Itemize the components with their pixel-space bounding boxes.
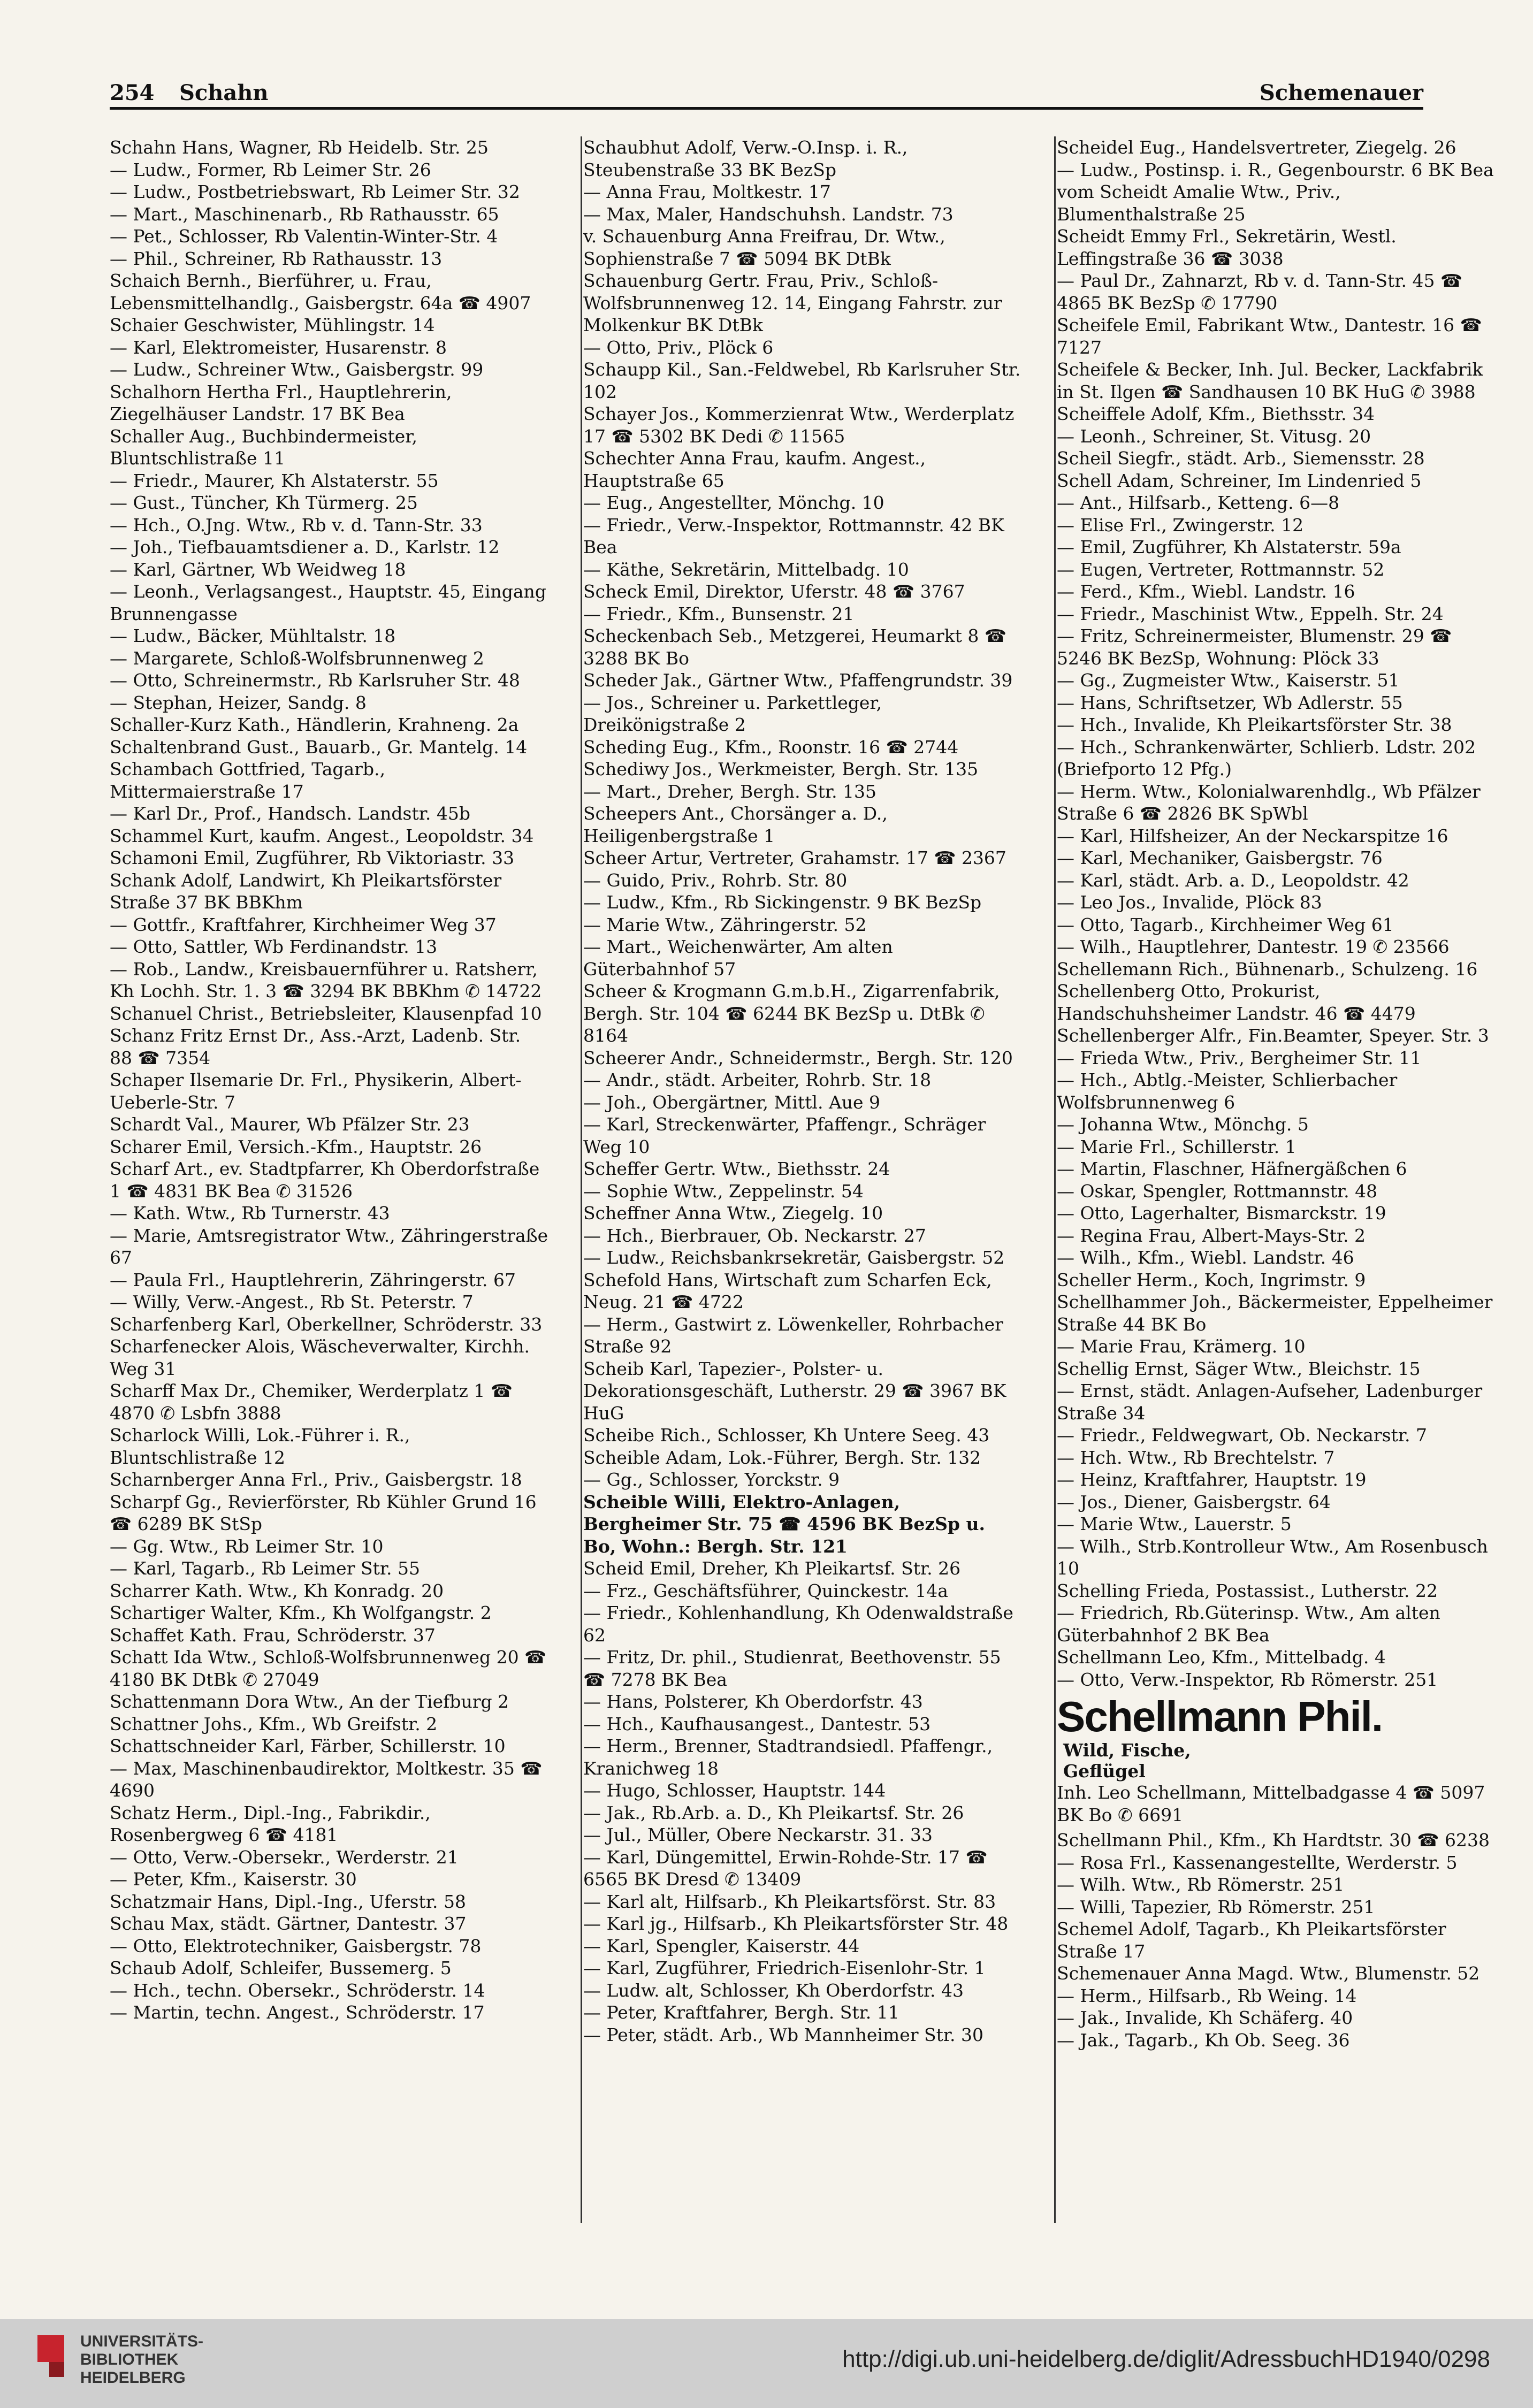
directory-entry: — Guido, Priv., Rohrb. Str. 80 [583,869,848,891]
footer-bar [0,2319,1533,2408]
directory-entry: Schaier Geschwister, Mühlingstr. 14 [110,315,435,335]
directory-entry: — Fritz, Dr. phil., Studienrat, Beethovenstr. 55 ☎ 7278 BK Bea [583,1647,1007,1690]
directory-entry: Scharnberger Anna Frl., Priv., Gaisbergstr. 18 [110,1469,522,1490]
directory-entry: — Otto, Lagerhalter, Bismarckstr. 19 [1057,1203,1386,1224]
directory-entry: — Eug., Angestellter, Mönchg. 10 [583,492,884,513]
directory-entry: — Leonh., Verlagsangest., Hauptstr. 45, Eingang Brunnengasse [110,581,552,624]
directory-entry: — Joh., Tiefbauamtsdiener a. D., Karlstr. 12 [110,537,500,557]
directory-entry: — Heinz, Kraftfahrer, Hauptstr. 19 [1057,1469,1367,1490]
directory-entry: — Marie Frl., Schillerstr. 1 [1057,1136,1296,1157]
header-rule [110,107,1423,110]
directory-entry: — Herm., Gastwirt z. Löwenkeller, Rohrbacher Straße 92 [583,1313,1009,1357]
directory-entry: — Willy, Verw.-Angest., Rb St. Peterstr. 7 [110,1291,474,1312]
directory-entry: — Max, Maler, Handschuhsh. Landstr. 73 [583,203,954,225]
directory-entry: — Karl alt, Hilfsarb., Kh Pleikartsförst. Str. 83 [583,1891,996,1912]
advertisement [1057,1694,1496,1826]
directory-entry: — Peter, Kraftfahrer, Bergh. Str. 11 [583,2002,899,2023]
directory-entry: — Gust., Tüncher, Kh Türmerg. 25 [110,492,418,513]
directory-entry: — Marie Frau, Krämerg. 10 [1057,1336,1306,1357]
directory-entry: — Rosa Frl., Kassenangestellte, Werderstr. 5 [1057,1852,1458,1873]
directory-entry: — Käthe, Sekretärin, Mittelbadg. 10 [583,559,909,580]
directory-entry: — Jul., Müller, Obere Neckarstr. 31. 33 [583,1824,933,1845]
directory-entry: — Ferd., Kfm., Wiebl. Landstr. 16 [1057,581,1355,602]
directory-entry: — Friedrich, Rb.Güterinsp. Wtw., Am alten Güterbahnhof 2 BK Bea [1057,1602,1446,1646]
directory-entry: Schattschneider Karl, Färber, Schillerstr. 10 [110,1736,506,1756]
directory-entry: — Herm. Wtw., Kolonialwarenhdlg., Wb Pfälzer Straße 6 ☎ 2826 BK SpWbl [1057,781,1486,824]
directory-entry: — Joh., Obergärtner, Mittl. Aue 9 [583,1091,881,1113]
directory-entry: — Frieda Wtw., Priv., Bergheimer Str. 11 [1057,1047,1422,1068]
directory-entry: — Ludw., Reichsbankrsekretär, Gaisbergstr. 52 [583,1247,1005,1268]
directory-entry: — Phil., Schreiner, Rb Rathausstr. 13 [110,248,443,269]
ad-tagline: Geflügel [1063,1761,1146,1782]
directory-entry: Schemenauer Anna Magd. Wtw., Blumenstr. 52 [1057,1963,1480,1984]
directory-entry: — Leo Jos., Invalide, Plöck 83 [1057,892,1322,913]
directory-entry: Scharfenberg Karl, Oberkellner, Schröderstr. 33 [110,1313,543,1335]
directory-entry: — Regina Frau, Albert-Mays-Str. 2 [1057,1225,1366,1246]
directory-entry: Schardt Val., Maurer, Wb Pfälzer Str. 23 [110,1114,470,1135]
column-1 [110,136,554,2319]
directory-entry: Scheifele Emil, Fabrikant Wtw., Dantestr. 16 ☎ 7127 [1057,315,1488,358]
directory-entry: — Gg., Schlosser, Yorckstr. 9 [583,1469,840,1490]
directory-entry: Schell Adam, Schreiner, Im Lindenried 5 [1057,470,1422,491]
directory-entry: — Gg. Wtw., Rb Leimer Str. 10 [110,1535,384,1557]
directory-entry: — Karl, Tagarb., Rb Leimer Str. 55 [110,1558,420,1579]
directory-entry: Scheiffele Adolf, Kfm., Biethsstr. 34 [1057,403,1375,424]
directory-entry: Schanuel Christ., Betriebsleiter, Klausenpfad 10 [110,1003,542,1024]
directory-entry: — Ludw., Bäcker, Mühltalstr. 18 [110,625,396,646]
directory-entry: — Hch., O.Jng. Wtw., Rb v. d. Tann-Str. 33 [110,514,483,536]
directory-entry: Schaffet Kath. Frau, Schröderstr. 37 [110,1624,436,1646]
column-2 [583,136,1026,2319]
directory-entry: Schank Adolf, Landwirt, Kh Pleikartsförster Straße 37 BK BBKhm [110,869,507,913]
page-number: 254 [110,80,155,105]
directory-entry: Schaub Adolf, Schleifer, Bussemerg. 5 [110,1958,452,1978]
directory-entry: — Otto, Elektrotechniker, Gaisbergstr. 78 [110,1935,482,1956]
directory-entry: — Mart., Weichenwärter, Am alten Güterbahnhof 57 [583,936,899,980]
directory-entry: — Friedr., Maschinist Wtw., Eppelh. Str. 24 [1057,603,1444,624]
directory-entry: Schattner Johs., Kfm., Wb Greifstr. 2 [110,1713,438,1734]
source-url[interactable]: http://digi.ub.uni-heidelberg.de/diglit/AdressbuchHD1940/0298 [842,2346,1490,2372]
directory-entry: — Hch., techn. Obersekr., Schröderstr. 14 [110,1979,485,2001]
directory-entry: — Friedr., Feldwegwart, Ob. Neckarstr. 7 [1057,1425,1427,1446]
directory-entry: — Otto, Priv., Plöck 6 [583,337,774,358]
directory-entry: Schellenberger Alfr., Fin.Beamter, Speyer. Str. 3 [1057,1025,1489,1046]
directory-entry: Schau Max, städt. Gärtner, Dantestr. 37 [110,1913,467,1934]
directory-entry: — Otto, Schreinermstr., Rb Karlsruher Str. 48 [110,670,520,691]
directory-entry: vom Scheidt Amalie Wtw., Priv., Blumenthalstraße 25 [1057,181,1347,225]
directory-entry: Schauenburg Gertr. Frau, Priv., Schloß-Wolfsbrunnenweg 12. 14, Eingang Fahrstr. zur Molkenkur BK DtBk [583,270,1008,335]
directory-entry: — Friedr., Maurer, Kh Alstaterstr. 55 [110,470,439,491]
directory-entry: — Max, Maschinenbaudirektor, Moltkestr. 35 ☎ 4690 [110,1757,548,1801]
directory-entry: — Paula Frl., Hauptlehrerin, Zähringerstr. 67 [110,1269,516,1290]
directory-entry: Schellemann Rich., Bühnenarb., Schulzeng. 16 [1057,958,1478,980]
directory-entry: Schemel Adolf, Tagarb., Kh Pleikartsförster Straße 17 [1057,1918,1452,1962]
right-running-head: Schemenauer [1259,80,1423,105]
directory-entry: — Friedr., Kohlenhandlung, Kh Odenwaldstraße 62 [583,1602,1019,1646]
directory-entry: — Ant., Hilfsarb., Ketteng. 6—8 [1057,492,1340,513]
page-header [110,80,1423,118]
directory-entry: Scheidt Emmy Frl., Sekretärin, Westl. Leffingstraße 36 ☎ 3038 [1057,226,1402,269]
directory-entry: Scharer Emil, Versich.-Kfm., Hauptstr. 26 [110,1136,482,1157]
library-logo-accent-icon [49,2362,64,2377]
directory-entry: — Pet., Schlosser, Rb Valentin-Winter-Str. 4 [110,226,498,247]
library-logo-icon [37,2335,64,2362]
directory-entry: — Eugen, Vertreter, Rottmannstr. 52 [1057,559,1385,580]
column-3 [1057,136,1496,2319]
directory-entry: — Karl, Streckenwärter, Pfaffengr., Schräger Weg 10 [583,1114,992,1157]
directory-entry: Scheffner Anna Wtw., Ziegelg. 10 [583,1203,883,1224]
ad-taglines [1063,1740,1191,1782]
directory-entry: — Otto, Verw.-Obersekr., Werderstr. 21 [110,1846,459,1868]
directory-entry: — Rob., Landw., Kreisbauernführer u. Ratsherr, Kh Lochh. Str. 1. 3 ☎ 3294 BK BBKhm ✆ 14722 [110,958,544,1002]
directory-entry: Scharlock Willi, Lok.-Führer i. R., Bluntschlistraße 12 [110,1425,416,1468]
library-name-line: BIBLIOTHEK [80,2351,179,2368]
ad-detail: Inh. Leo Schellmann, Mittelbadgasse 4 ☎ 5097 BK Bo ✆ 6691 [1057,1782,1491,1825]
library-name [80,2333,203,2387]
directory-entry: Schartiger Walter, Kfm., Kh Wolfgangstr. 2 [110,1602,492,1623]
directory-entry: — Paul Dr., Zahnarzt, Rb v. d. Tann-Str. 45 ☎ 4865 BK BezSp ✆ 17790 [1057,270,1468,314]
directory-entry: Scheer & Krogmann G.m.b.H., Zigarrenfabrik, Bergh. Str. 104 ☎ 6244 BK BezSp u. DtBk ✆ 8164 [583,981,1006,1046]
directory-entry: — Gg., Zugmeister Wtw., Kaiserstr. 51 [1057,670,1400,691]
directory-entry: — Andr., städt. Arbeiter, Rohrb. Str. 18 [583,1069,932,1090]
directory-entry: Schellmann Phil., Kfm., Kh Hardtstr. 30 ☎ 6238 [1057,1830,1490,1851]
directory-entry: — Ernst, städt. Anlagen-Aufseher, Ladenburger Straße 34 [1057,1380,1488,1424]
directory-entry: — Jak., Rb.Arb. a. D., Kh Pleikartsf. Str. 26 [583,1802,964,1823]
directory-entry: Schayer Jos., Kommerzienrat Wtw., Werderplatz 17 ☎ 5302 BK Dedi ✆ 11565 [583,403,1020,447]
directory-entry: — Oskar, Spengler, Rottmannstr. 48 [1057,1180,1378,1202]
directory-entry: — Hch., Bierbrauer, Ob. Neckarstr. 27 [583,1225,926,1246]
directory-entry: — Karl, Elektromeister, Husarenstr. 8 [110,337,447,358]
directory-entry: — Friedr., Kfm., Bunsenstr. 21 [583,603,855,624]
directory-entry: Scheer Artur, Vertreter, Grahamstr. 17 ☎ 2367 [583,847,1006,868]
directory-entry: Schamoni Emil, Zugführer, Rb Viktoriastr. 33 [110,847,515,868]
directory-entry: Scharfenecker Alois, Wäscheverwalter, Kirchh. Weg 31 [110,1336,536,1379]
directory-entry: Schammel Kurt, kaufm. Angest., Leopoldstr. 34 [110,825,534,846]
directory-entry: Scharf Art., ev. Stadtpfarrer, Kh Oberdorfstraße 1 ☎ 4831 BK Bea ✆ 31526 [110,1158,545,1202]
directory-entry: — Jos., Schreiner u. Parkettleger, Dreikönigstraße 2 [583,692,888,735]
directory-entry: Scheible Willi, Elektro-Anlagen, Bergheimer Str. 75 ☎ 4596 BK BezSp u. Bo, Wohn.: Bergh. Str. 121 [583,1491,992,1557]
directory-entry: v. Schauenburg Anna Freifrau, Dr. Wtw., Sophienstraße 7 ☎ 5094 BK DtBk [583,226,951,269]
directory-entry: — Hugo, Schlosser, Hauptstr. 144 [583,1780,886,1801]
directory-entry: Schambach Gottfried, Tagarb., Mittermaierstraße 17 [110,759,391,802]
directory-entry: Schellhammer Joh., Bäckermeister, Eppelheimer Straße 44 BK Bo [1057,1291,1498,1335]
directory-entry: — Herm., Brenner, Stadtrandsiedl. Pfaffengr., Kranichweg 18 [583,1736,998,1779]
directory-entry: Schaller Aug., Buchbindermeister, Bluntschlistraße 11 [110,425,423,469]
directory-entry: Schatzmair Hans, Dipl.-Ing., Uferstr. 58 [110,1891,466,1912]
directory-entry: — Karl jg., Hilfsarb., Kh Pleikartsförster Str. 48 [583,1913,1009,1934]
directory-entry: — Karl, Hilfsheizer, An der Neckarspitze 16 [1057,825,1448,846]
directory-entry: Schanz Fritz Ernst Dr., Ass.-Arzt, Ladenb. Str. 88 ☎ 7354 [110,1025,527,1068]
directory-entry: Schellenberg Otto, Prokurist, Handschuhsheimer Landstr. 46 ☎ 4479 [1057,981,1416,1024]
directory-entry: — Marie Wtw., Lauerstr. 5 [1057,1513,1292,1534]
directory-entry: — Hch., Abtlg.-Meister, Schlierbacher Wolfsbrunnenweg 6 [1057,1069,1403,1113]
directory-entry: — Wilh., Kfm., Wiebl. Landstr. 46 [1057,1247,1354,1268]
directory-entry: — Mart., Dreher, Bergh. Str. 135 [583,781,877,802]
directory-entry: — Peter, städt. Arb., Wb Mannheimer Str. 30 [583,2024,984,2045]
directory-entry: — Martin, Flaschner, Häfnergäßchen 6 [1057,1158,1407,1179]
directory-entry: Scheerer Andr., Schneidermstr., Bergh. Str. 120 [583,1047,1013,1068]
directory-entry: — Jak., Tagarb., Kh Ob. Seeg. 36 [1057,2029,1350,2051]
directory-entry: — Hans, Polsterer, Kh Oberdorfstr. 43 [583,1691,923,1712]
directory-entry: — Karl, Mechaniker, Gaisbergstr. 76 [1057,847,1383,868]
directory-entry: Schaltenbrand Gust., Bauarb., Gr. Mantelg. 14 [110,736,528,758]
directory-entry: Scheller Herm., Koch, Ingrimstr. 9 [1057,1269,1366,1290]
directory-entry: — Karl, Düngemittel, Erwin-Rohde-Str. 17 ☎ 6565 BK Dresd ✆ 13409 [583,1846,994,1890]
directory-entry: — Ludw. alt, Schlosser, Kh Oberdorfstr. 43 [583,1979,964,2001]
directory-entry: Schefold Hans, Wirtschaft zum Scharfen Eck, Neug. 21 ☎ 4722 [583,1269,998,1312]
directory-entry: — Herm., Hilfsarb., Rb Weing. 14 [1057,1985,1357,2006]
directory-entry: Schechter Anna Frau, kaufm. Angest., Hauptstraße 65 [583,448,932,491]
directory-entry: Schahn Hans, Wagner, Rb Heidelb. Str. 25 [110,137,489,158]
directory-columns [110,136,1501,2319]
directory-entry: — Karl, Zugführer, Friedrich-Eisenlohr-Str. 1 [583,1958,986,1978]
directory-entry: — Sophie Wtw., Zeppelinstr. 54 [583,1180,864,1202]
directory-entry: — Willi, Tapezier, Rb Römerstr. 251 [1057,1896,1375,1917]
directory-entry: — Peter, Kfm., Kaiserstr. 30 [110,1869,357,1890]
directory-entry: Schatz Herm., Dipl.-Ing., Fabrikdir., Rosenbergweg 6 ☎ 4181 [110,1802,437,1845]
directory-entry: — Marie Wtw., Zähringerstr. 52 [583,914,867,935]
directory-entry: — Stephan, Heizer, Sandg. 8 [110,692,367,713]
left-running-head: Schahn [179,80,269,105]
directory-entry: — Martin, techn. Angest., Schröderstr. 17 [110,2002,485,2023]
directory-entry: Scharff Max Dr., Chemiker, Werderplatz 1 ☎ 4870 ✆ Lsbfn 3888 [110,1380,518,1424]
directory-entry: — Elise Frl., Zwingerstr. 12 [1057,514,1304,536]
directory-entry: Scheid Emil, Dreher, Kh Pleikartsf. Str. 26 [583,1558,961,1579]
ad-name: Schellmann Phil. [1057,1693,1383,1740]
directory-entry: — Ludw., Former, Rb Leimer Str. 26 [110,159,431,180]
directory-entry: Schellmann Leo, Kfm., Mittelbadg. 4 [1057,1647,1386,1668]
directory-entry: — Karl Dr., Prof., Handsch. Landstr. 45b [110,803,470,824]
directory-entry: Schalhorn Hertha Frl., Hauptlehrerin, Ziegelhäuser Landstr. 17 BK Bea [110,381,457,424]
directory-entry: — Emil, Zugführer, Kh Alstaterstr. 59a [1057,537,1401,557]
directory-entry: Scheck Emil, Direktor, Uferstr. 48 ☎ 3767 [583,581,965,602]
directory-entry: — Wilh., Strb.Kontrolleur Wtw., Am Rosenbusch 10 [1057,1535,1494,1579]
directory-entry: Schattenmann Dora Wtw., An der Tiefburg 2 [110,1691,509,1712]
directory-entry: — Margarete, Schloß-Wolfsbrunnenweg 2 [110,647,484,669]
directory-entry: — Marie, Amtsregistrator Wtw., Zähringerstraße 67 [110,1225,554,1268]
directory-entry: — Otto, Tagarb., Kirchheimer Weg 61 [1057,914,1394,935]
directory-entry: — Otto, Sattler, Wb Ferdinandstr. 13 [110,936,438,957]
directory-entry: Scheffer Gertr. Wtw., Biethsstr. 24 [583,1158,890,1179]
directory-entry: Schaupp Kil., San.-Feldwebel, Rb Karlsruher Str. 102 [583,359,1026,402]
directory-entry: Schediwy Jos., Werkmeister, Bergh. Str. 135 [583,759,979,779]
directory-entry: Scharpf Gg., Revierförster, Rb Kühler Grund 16 ☎ 6289 BK StSp [110,1491,543,1534]
directory-entry: Schelling Frieda, Postassist., Lutherstr. 22 [1057,1580,1438,1601]
directory-entry: Scheil Siegfr., städt. Arb., Siemensstr. 28 [1057,448,1425,469]
directory-entry: — Karl, städt. Arb. a. D., Leopoldstr. 42 [1057,869,1409,891]
directory-entry: Schatt Ida Wtw., Schloß-Wolfsbrunnenweg 20 ☎ 4180 BK DtBk ✆ 27049 [110,1647,552,1690]
directory-entry: — Karl, Spengler, Kaiserstr. 44 [583,1935,860,1956]
directory-entry: — Mart., Maschinenarb., Rb Rathausstr. 65 [110,203,499,225]
library-name-line: HEIDELBERG [80,2369,186,2387]
directory-entry: — Ludw., Schreiner Wtw., Gaisbergstr. 99 [110,359,484,380]
directory-entry: — Kath. Wtw., Rb Turnerstr. 43 [110,1203,390,1224]
directory-entry: Schaubhut Adolf, Verw.-O.Insp. i. R., Steubenstraße 33 BK BezSp [583,137,913,180]
directory-entry: — Wilh. Wtw., Rb Römerstr. 251 [1057,1874,1345,1895]
directory-entry: — Hch., Invalide, Kh Pleikartsförster Str. 38 [1057,714,1452,735]
directory-entry: — Hans, Schriftsetzer, Wb Adlerstr. 55 [1057,692,1403,713]
library-name-line: UNIVERSITÄTS- [80,2333,204,2350]
directory-entry: Scheepers Ant., Chorsänger a. D., Heiligenbergstraße 1 [583,803,894,846]
directory-entry: Scheidel Eug., Handelsvertreter, Ziegelg. 26 [1057,137,1456,158]
directory-entry: — Ludw., Kfm., Rb Sickingenstr. 9 BK BezSp [583,892,982,913]
directory-entry: — Hch. Wtw., Rb Brechtelstr. 7 [1057,1447,1335,1468]
directory-entry: — Gottfr., Kraftfahrer, Kirchheimer Weg 37 [110,914,497,935]
directory-entry: Scheckenbach Seb., Metzgerei, Heumarkt 8 ☎ 3288 BK Bo [583,625,1012,669]
directory-entry: — Ludw., Postbetriebswart, Rb Leimer Str. 32 [110,181,520,202]
directory-entry: Scheder Jak., Gärtner Wtw., Pfaffengrundstr. 39 [583,670,1013,691]
directory-entry: Scheible Adam, Lok.-Führer, Bergh. Str. 132 [583,1447,981,1468]
directory-entry: — Wilh., Hauptlehrer, Dantestr. 19 ✆ 23566 [1057,936,1450,957]
directory-entry: Scheibe Rich., Schlosser, Kh Untere Seeg. 43 [583,1425,990,1446]
directory-entry: — Jos., Diener, Gaisbergstr. 64 [1057,1491,1331,1512]
directory-entry: Schellig Ernst, Säger Wtw., Bleichstr. 15 [1057,1358,1421,1379]
directory-entry: — Anna Frau, Moltkestr. 17 [583,181,831,202]
directory-entry: — Leonh., Schreiner, St. Vitusg. 20 [1057,425,1371,447]
directory-entry: — Johanna Wtw., Mönchg. 5 [1057,1114,1309,1135]
directory-entry: — Karl, Gärtner, Wb Weidweg 18 [110,559,406,580]
directory-entry: — Hch., Kaufhausangest., Dantestr. 53 [583,1713,931,1734]
directory-entry: — Ludw., Postinsp. i. R., Gegenbourstr. 6 BK Bea [1057,159,1494,180]
directory-entry: — Otto, Verw.-Inspektor, Rb Römerstr. 251 [1057,1669,1438,1690]
directory-entry: — Friedr., Verw.-Inspektor, Rottmannstr. 42 BK Bea [583,514,1010,557]
directory-entry: — Jak., Invalide, Kh Schäferg. 40 [1057,2007,1353,2028]
directory-entry: Schaper Ilsemarie Dr. Frl., Physikerin, Albert-Ueberle-Str. 7 [110,1069,522,1113]
directory-entry: Schaich Bernh., Bierführer, u. Frau, Lebensmittelhandlg., Gaisbergstr. 64a ☎ 4907 [110,270,531,314]
ad-tagline: Wild, Fische, [1063,1740,1191,1761]
directory-entry: — Frz., Geschäftsführer, Quinckestr. 14a [583,1580,948,1601]
directory-entry: Schaller-Kurz Kath., Händlerin, Krahneng. 2a [110,714,519,735]
directory-entry: — Fritz, Schreinermeister, Blumenstr. 29 ☎ 5246 BK BezSp, Wohnung: Plöck 33 [1057,625,1458,669]
directory-entry: — Hch., Schrankenwärter, Schlierb. Ldstr. 202 (Briefporto 12 Pfg.) [1057,736,1482,779]
directory-entry: Scheding Eug., Kfm., Roonstr. 16 ☎ 2744 [583,736,959,758]
directory-entry: Scheifele & Becker, Inh. Jul. Becker, Lackfabrik in St. Ilgen ☎ Sandhausen 10 BK HuG ✆ 3988 [1057,359,1489,402]
directory-entry: Scharrer Kath. Wtw., Kh Konradg. 20 [110,1580,444,1601]
directory-entry: Scheib Karl, Tapezier-, Polster- u. Dekorationsgeschäft, Lutherstr. 29 ☎ 3967 BK HuG [583,1358,1012,1424]
